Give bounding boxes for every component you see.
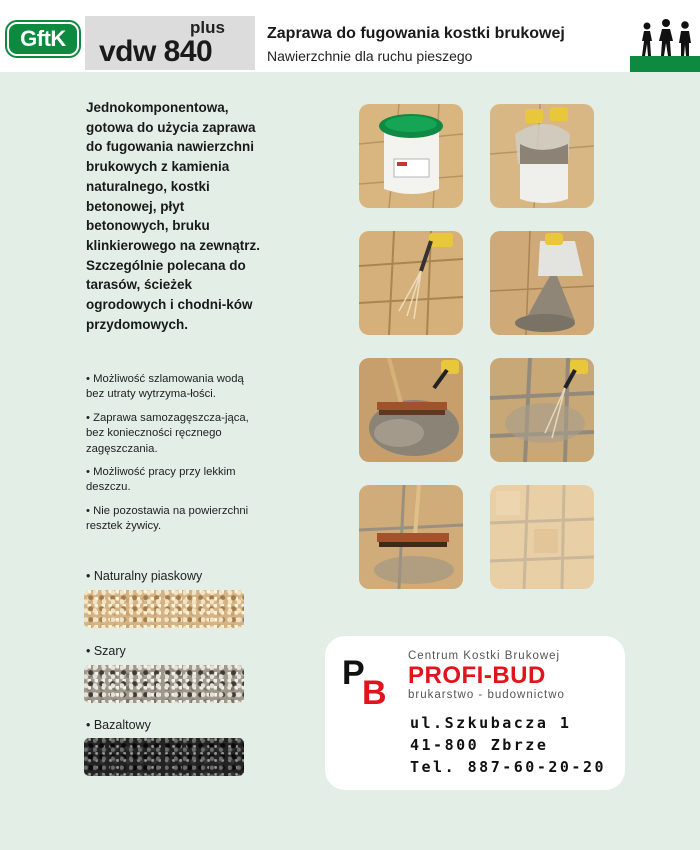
product-name: vdw 840	[99, 35, 213, 68]
color-swatch-grey	[84, 665, 244, 703]
wetting-photo	[359, 231, 463, 335]
dealer-tagline: Centrum Kostki Brukowej	[408, 650, 561, 662]
gftk-logo: GftK	[7, 22, 79, 56]
dealer-info-card	[325, 636, 625, 790]
product-name-box	[85, 16, 255, 70]
finished-paving-photo	[490, 485, 594, 589]
pedestrians-icon	[630, 16, 700, 72]
dealer-brand: PROFI-BUD	[408, 662, 546, 689]
dealer-street: ul.Szkubacza 1	[410, 714, 572, 732]
svg-text:P: P	[342, 654, 365, 692]
product-plus-label: plus	[190, 18, 225, 37]
product-description: Jednokomponentowa, gotowa do użycia zaprawa do fugowania nawierzchni brukowych z kamienia naturalnego, kostki betonowej, płyt betonowych, bruku klinkierowego na zewnątrz. Szczególnie polecana do tarasów, ścieżek ogrodowych i chodni-ków przydomowych.	[86, 100, 261, 332]
color-swatch-basalt	[84, 738, 244, 776]
feature-item: • Zaprawa samozagęszcza-jąca, bez konieczności ręcznego zagęszczania.	[86, 411, 249, 455]
pb-logo-icon	[342, 652, 402, 717]
svg-text:B: B	[362, 674, 387, 712]
dealer-phone: Tel. 887-60-20-20	[410, 758, 607, 776]
feature-item: • Możliwość pracy przy lekkim deszczu.	[86, 466, 236, 494]
rinsing-photo	[490, 358, 594, 462]
page-title: Zaprawa do fugowania kostki brukowej	[267, 25, 565, 42]
brand-logo-area	[0, 0, 85, 72]
dealer-city: 41-800 Zbrze	[410, 736, 549, 754]
pouring-photo	[490, 231, 594, 335]
color-swatch-sand	[84, 590, 244, 628]
feature-item: • Nie pozostawia na powierzchni resztek żywicy.	[86, 504, 249, 533]
color-label-grey: • Szary	[86, 644, 126, 658]
feature-item: • Możliwość szlamowania wodą bez utraty wytrzyma-łości.	[86, 373, 244, 401]
color-label-basalt: • Bazaltowy	[86, 718, 151, 732]
color-label-sand: • Naturalny piaskowy	[86, 569, 203, 583]
bucket-photo	[359, 104, 463, 208]
page-header	[0, 0, 700, 72]
dealer-subtagline: brukarstwo - budownictwo	[408, 689, 565, 701]
broom-photo	[359, 485, 463, 589]
brushing-wet-photo	[359, 358, 463, 462]
page-subtitle: Nawierzchnie dla ruchu pieszego	[267, 48, 473, 64]
feature-list	[86, 372, 261, 543]
opening-bag-photo	[490, 104, 594, 208]
